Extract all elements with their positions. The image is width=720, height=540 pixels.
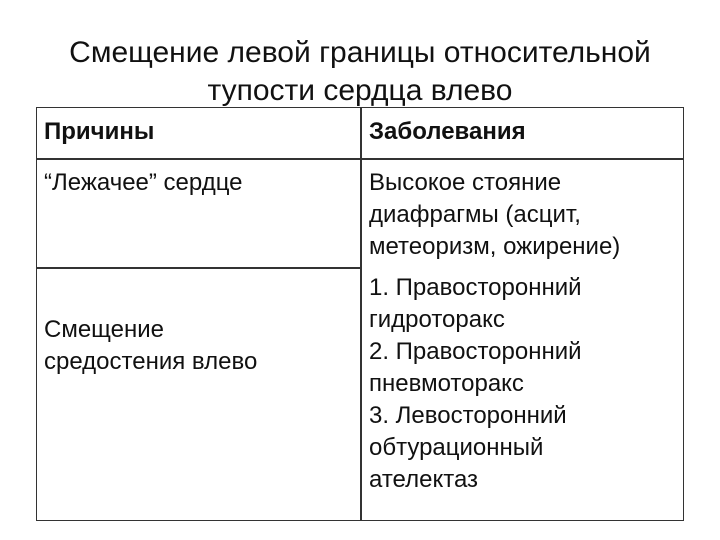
- row-2-cause-line: Смещение: [44, 316, 165, 343]
- row-2-disease-line: пневмоторакс: [369, 370, 524, 397]
- slide-title: [0, 34, 720, 110]
- row-1-cause-line: “Лежачее” сердце: [44, 169, 243, 196]
- row-2-disease-line: обтурационный: [369, 434, 544, 461]
- row-2-disease: [369, 272, 681, 496]
- row-2-disease-line: гидроторакс: [369, 306, 505, 333]
- row-2-disease-line: 3. Левосторонний: [369, 402, 567, 429]
- row-2-disease-line: 1. Правосторонний: [369, 274, 582, 301]
- slide-title-line-1: Смещение левой границы относительной: [69, 36, 651, 69]
- header-causes: Причины: [44, 118, 155, 145]
- row-1-disease-line: диафрагмы (асцит,: [369, 201, 581, 228]
- row-2-cause-line: средостения влево: [44, 348, 258, 375]
- row-1-disease: [369, 167, 681, 263]
- row-divider: [37, 267, 360, 269]
- row-1-cause: [44, 167, 356, 199]
- row-1-disease-line: метеоризм, ожирение): [369, 233, 621, 260]
- row-2-disease-line: ателектаз: [369, 466, 479, 493]
- slide-title-line-2: тупости сердца влево: [207, 74, 513, 107]
- row-2-cause: [44, 314, 356, 378]
- header-diseases: Заболевания: [369, 118, 526, 145]
- header-divider: [37, 158, 683, 160]
- row-1-disease-line: Высокое стояние: [369, 169, 562, 196]
- causes-table: [36, 107, 684, 521]
- column-divider: [360, 108, 362, 520]
- row-2-disease-line: 2. Правосторонний: [369, 338, 582, 365]
